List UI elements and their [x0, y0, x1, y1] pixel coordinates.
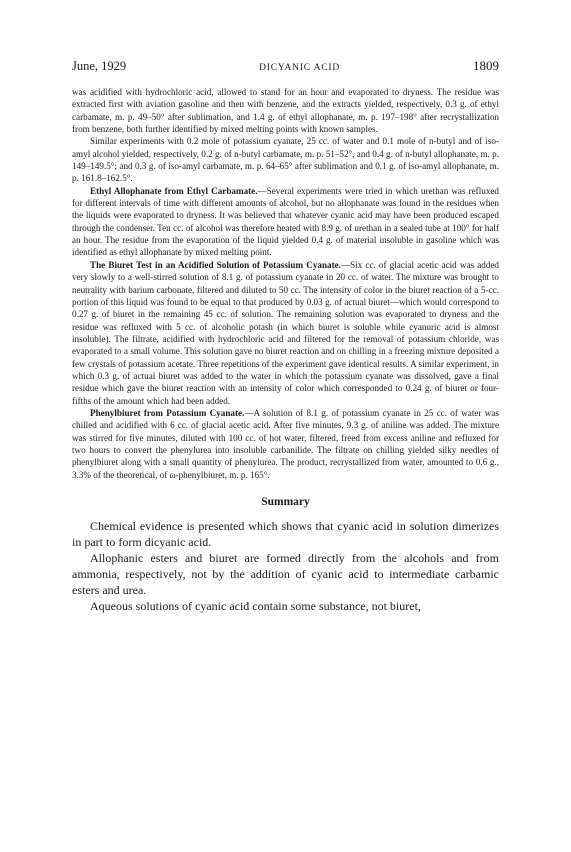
summary-paragraph-1: Chemical evidence is presented which shows that cyanic acid in solution dimerizes in part to form dicyanic acid.	[72, 519, 499, 550]
body-text	[72, 86, 499, 481]
header-title: DICYANIC ACID	[259, 63, 341, 73]
section-heading-ethyl-allophanate: Ethyl Allophanate from Ethyl Carbamate.	[90, 185, 258, 196]
paragraph-2: Similar experiments with 0.2 mole of potassium cyanate, 25 cc. of water and 0.1 mole of n-butyl and of iso-amyl alcohol yielded, respectively, 0.2 g. of n-butyl carbamate, m. p. 51–52°, and 0.4 g. of n-butyl allophanate, m. p. 149–149.5°; and 0.3 g. of iso-amyl carbamate, m. p. 64–65° after sublimation and 0.1 g. of iso-amyl allophanate, m. p. 161.8–162.5°.	[72, 136, 499, 184]
paragraph-4	[72, 259, 499, 407]
summary-paragraph-3: Aqueous solutions of cyanic acid contain some substance, not biuret,	[90, 599, 421, 614]
paragraph-5	[72, 407, 499, 481]
summary-paragraph-2: Allophanic esters and biuret are formed directly from the alcohols and from ammonia, respectively, not by the addition of cyanic acid to intermediate carbamic esters and urea.	[72, 551, 499, 598]
section-heading-phenylbiuret: Phenylbiuret from Potassium Cyanate.	[90, 407, 245, 418]
section-heading-biuret-test: The Biuret Test in an Acidified Solution of Potassium Cyanate.	[90, 259, 341, 270]
summary-section	[72, 518, 499, 615]
paragraph-5-text: —A solution of 8.1 g. of potassium cyanate in 25 cc. of water was chilled and acidified with 6 cc. of glacial acetic acid. After five minutes, 9.3 g. of aniline was added. The mixture was stirred for five minutes, diluted with 100 cc. of hot water, filtered, freed from excess aniline and refluxed for two hours to convert the phenylurea into insoluble carbanilide. The filtrate on chilling yielded silky needles of phenylbiuret along with a small quantity of phenylurea. The product, recrystallized from water, amounted to 0.6 g., 3.3% of the theoretical, of ω-phenylbiuret, m. p. 165°.	[72, 407, 499, 480]
paragraph-4-text: —Six cc. of glacial acetic acid was added very slowly to a well-stirred solution of 8.1 g. of potassium cyanate in 20 cc. of water. The mixture was brought to neutrality with barium carbonate, filtered and diluted to 50 cc. The intensity of color in the biuret reaction of a 5-cc. portion of this liquid was found to be equal to that produced by 0.03 g. of actual biuret—which would correspond to 0.27 g. of biuret in the remaining 45 cc. of solution. The remaining solution was evaporated to dryness and the residue was refluxed with 5 cc. of alcoholic potash (in which biuret is soluble while cyanuric acid is almost insoluble). The filtrate, acidified with hydrochloric acid and filtered for the removal of potassium chloride, was evaporated to a small volume. This solution gave no biuret reaction and on chilling in a freezing mixture deposited a few crystals of potassium acetate. Three repetitions of the experiment gave identical results. A similar experiment, in which 0.3 g. of actual biuret was added to the water in which the potassium cyanate was dissolved, gave a final residue which gave the biuret reaction with an intensity of color which corresponded to 0.24 g. of biuret or four-fifths of the amount which had been added.	[72, 259, 499, 406]
paragraph-1: was acidified with hydrochloric acid, allowed to stand for an hour and evaporated to dryness. The residue was extracted first with aviation gasoline and then with benzene, and the extracts yielded, respectively, 0.3 g. of ethyl carbamate, m. p. 49–50° after sublimation, and 1.4 g. of ethyl allophanate, m. p. 197–198° after recrystallization from benzene, both further identified by mixed melting points with known samples.	[72, 87, 499, 135]
header-date: June, 1929	[72, 59, 127, 73]
paragraph-3	[72, 185, 499, 259]
summary-heading: Summary	[261, 496, 310, 508]
running-header	[72, 58, 499, 80]
page-number: 1809	[472, 58, 499, 73]
paragraph-3-text: —Several experiments were tried in which urethan was refluxed for different intervals of time with different amounts of alcohol, but no allophanate was found in the residues when the liquids were evaporated to dryness. It was believed that whatever cyanic acid may have been produced escaped through the condenser. Ten cc. of alcohol was therefore heated with 8.9 g. of urethan in a sealed tube at 100° for half an hour. The residue from the evaporation of the liquid yielded 0.4 g. of material insoluble in gasoline which was identified as ethyl allophanate by mixed melting point.	[72, 185, 499, 258]
